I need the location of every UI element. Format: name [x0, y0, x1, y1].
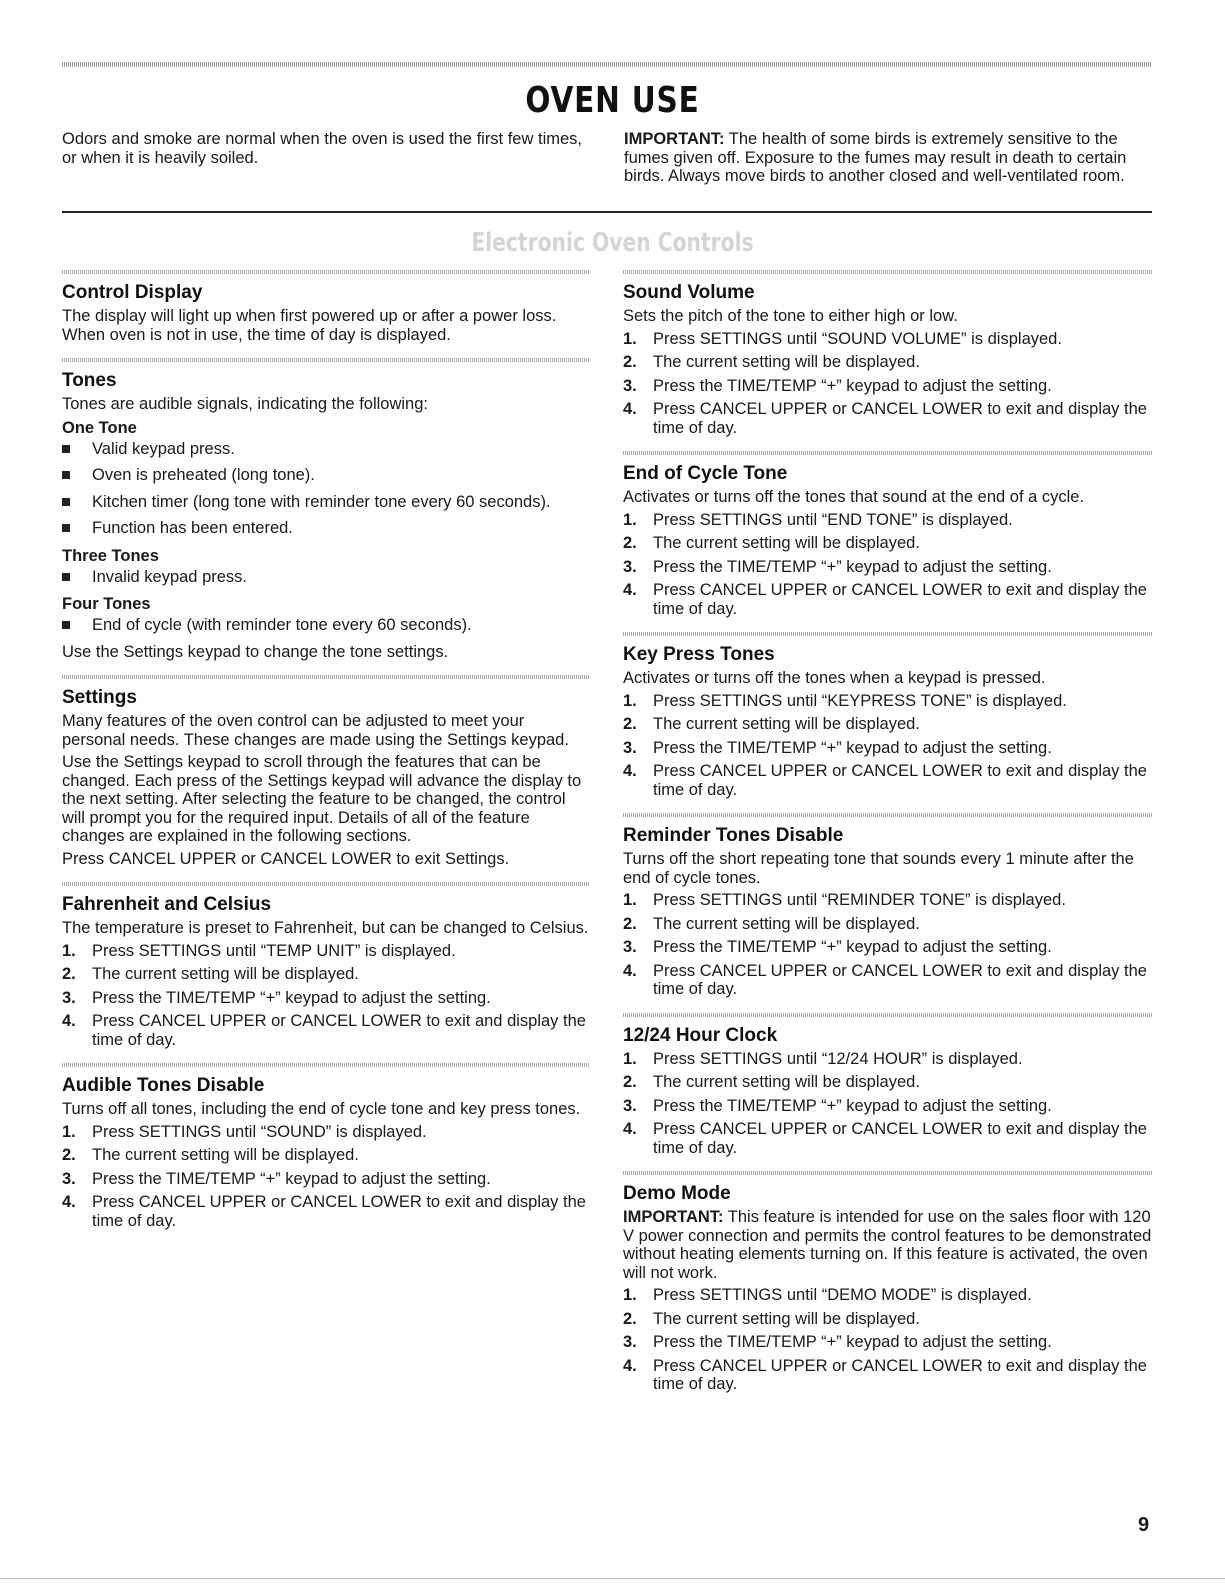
step-item	[623, 558, 1153, 577]
list-item: Oven is preheated (long tone).	[62, 466, 590, 485]
section-text: Press CANCEL UPPER or CANCEL LOWER to exit Settings.	[62, 849, 510, 868]
subheading-one-tone: One Tone	[62, 418, 137, 437]
section-text: Sets the pitch of the tone to either high or low.	[623, 307, 958, 325]
step-number: 2.	[623, 715, 637, 733]
section-title: Electronic Oven Controls	[471, 228, 754, 258]
step-number: 4.	[623, 1120, 637, 1138]
section-rule	[62, 882, 590, 886]
step-item	[623, 1050, 1153, 1069]
top-dotted-rule	[62, 62, 1152, 67]
step-item	[623, 353, 1153, 372]
step-number: 1.	[623, 329, 637, 348]
step-text: The current setting will be displayed.	[653, 1309, 920, 1328]
section-heading: Tones	[62, 370, 117, 391]
step-item	[62, 1123, 590, 1142]
sound-volume-section	[623, 270, 1153, 437]
section-rule	[62, 675, 590, 679]
step-item	[62, 1012, 590, 1049]
step-text: Press SETTINGS until “SOUND” is displayed.	[92, 1122, 427, 1141]
step-number: 4.	[62, 1193, 76, 1211]
step-text: Press SETTINGS until “REMINDER TONE” is displayed.	[653, 891, 1066, 909]
step-item	[623, 891, 1153, 910]
important-text: This feature is intended for use on the sales floor with 120 V power connection and permits the control features to be demonstrated without heating elements turning on. If this feature is activated, the oven will not work.	[623, 1208, 1152, 1282]
list-item: Function has been entered.	[62, 519, 590, 538]
step-item	[623, 1310, 1153, 1329]
section-heading: Fahrenheit and Celsius	[62, 894, 272, 915]
section-text: Use the Settings keypad to scroll through the features that can be changed. Each press of the Settings keypad will advance the display to the next setting. After selecting the feature to be changed, the control will prompt you for the required input. Details of all of the feature changes are explained in the following sections.	[62, 753, 582, 845]
step-item	[623, 1073, 1153, 1092]
step-number: 1.	[623, 510, 637, 529]
step-item	[623, 581, 1153, 618]
step-item	[623, 1357, 1153, 1394]
step-text: The current setting will be displayed.	[653, 715, 920, 733]
step-item	[62, 942, 590, 961]
step-text: The current setting will be displayed.	[653, 534, 920, 552]
step-number: 3.	[623, 1096, 637, 1115]
intro-odors-text: Odors and smoke are normal when the oven is used the first few times, or when it is heavily soiled.	[62, 130, 582, 167]
step-text: Press CANCEL UPPER or CANCEL LOWER to exit and display the time of day.	[653, 1120, 1147, 1157]
step-number: 1.	[623, 1286, 637, 1304]
step-number: 3.	[62, 988, 76, 1007]
subheading-three-tones: Three Tones	[62, 546, 159, 565]
section-divider	[62, 211, 1152, 213]
section-text: Tones are audible signals, indicating the following:	[62, 395, 428, 413]
list-item: Invalid keypad press.	[62, 568, 590, 587]
steps-list	[623, 891, 1153, 999]
steps-list	[623, 511, 1153, 619]
step-text: Press the TIME/TEMP “+” keypad to adjust the setting.	[653, 1333, 1052, 1351]
step-item	[623, 534, 1153, 553]
step-item	[62, 989, 590, 1008]
step-item	[62, 1193, 590, 1230]
step-text: The current setting will be displayed.	[653, 353, 920, 371]
step-item	[623, 962, 1153, 999]
step-number: 1.	[623, 891, 637, 909]
list-item: Valid keypad press.	[62, 440, 590, 459]
step-text: Press the TIME/TEMP “+” keypad to adjust the setting.	[653, 1096, 1052, 1115]
tones-section	[62, 358, 590, 661]
step-number: 3.	[623, 1333, 637, 1351]
fahrenheit-celsius-section	[62, 882, 590, 1049]
section-heading: Audible Tones Disable	[62, 1075, 265, 1096]
intro-important-note	[624, 130, 1144, 186]
section-text: Activates or turns off the tones that sound at the end of a cycle.	[623, 488, 1085, 506]
step-item	[623, 715, 1153, 734]
step-number: 4.	[623, 961, 637, 980]
step-text: Press SETTINGS until “12/24 HOUR” is displayed.	[653, 1049, 1023, 1068]
step-text: Press CANCEL UPPER or CANCEL LOWER to exit and display the time of day.	[653, 1356, 1147, 1393]
page-title: OVEN USE	[525, 80, 700, 121]
four-tones-list	[62, 616, 590, 635]
step-text: The current setting will be displayed.	[92, 1146, 359, 1164]
right-column	[623, 270, 1153, 1408]
step-number: 4.	[62, 1012, 76, 1030]
step-number: 2.	[623, 353, 637, 371]
step-text: Press the TIME/TEMP “+” keypad to adjust the setting.	[653, 938, 1052, 956]
step-text: Press SETTINGS until “TEMP UNIT” is displayed.	[92, 941, 456, 960]
section-rule	[623, 813, 1153, 817]
step-number: 4.	[623, 400, 637, 418]
section-rule	[623, 1013, 1153, 1017]
list-item: End of cycle (with reminder tone every 60 seconds).	[62, 616, 590, 635]
step-number: 3.	[623, 938, 637, 956]
step-item	[623, 1097, 1153, 1116]
step-item	[623, 739, 1153, 758]
step-item	[623, 1333, 1153, 1352]
step-item	[623, 400, 1153, 437]
hour-clock-section	[623, 1013, 1153, 1158]
steps-list	[623, 692, 1153, 800]
step-number: 2.	[623, 914, 637, 933]
end-of-cycle-tone-section	[623, 451, 1153, 618]
reminder-tones-disable-section	[623, 813, 1153, 999]
section-heading: Control Display	[62, 282, 203, 303]
step-item	[623, 1286, 1153, 1305]
step-text: Press the TIME/TEMP “+” keypad to adjust the setting.	[92, 988, 491, 1007]
step-item	[62, 1170, 590, 1189]
settings-section	[62, 675, 590, 868]
section-text: The display will light up when first powered up or after a power loss. When oven is not in use, the time of day is displayed.	[62, 307, 557, 344]
step-number: 4.	[623, 762, 637, 780]
step-number: 1.	[62, 1122, 76, 1141]
step-text: Press CANCEL UPPER or CANCEL LOWER to exit and display the time of day.	[653, 581, 1147, 618]
important-text: The health of some birds is extremely sensitive to the fumes given off. Exposure to the fumes may result in death to certain birds. Always move birds to another closed and well-ventilated room.	[624, 130, 1127, 185]
page-number: 9	[1138, 1514, 1150, 1536]
step-text: The current setting will be displayed.	[92, 965, 359, 983]
step-item	[623, 762, 1153, 799]
step-number: 4.	[623, 581, 637, 599]
step-item	[62, 1146, 590, 1165]
step-text: Press the TIME/TEMP “+” keypad to adjust the setting.	[653, 738, 1052, 757]
step-text: Press CANCEL UPPER or CANCEL LOWER to exit and display the time of day.	[92, 1193, 586, 1230]
step-number: 3.	[623, 557, 637, 576]
step-number: 1.	[623, 1049, 637, 1068]
step-number: 2.	[623, 1073, 637, 1091]
subheading-four-tones: Four Tones	[62, 595, 151, 613]
list-item: Kitchen timer (long tone with reminder tone every 60 seconds).	[62, 493, 590, 512]
one-tone-list	[62, 440, 590, 538]
steps-list	[623, 330, 1153, 438]
step-number: 3.	[62, 1169, 76, 1188]
step-text: The current setting will be displayed.	[653, 914, 920, 933]
section-heading: Demo Mode	[623, 1183, 731, 1204]
steps-list	[62, 942, 590, 1050]
section-heading: Key Press Tones	[623, 644, 775, 665]
steps-list	[623, 1286, 1153, 1394]
step-number: 4.	[623, 1356, 637, 1375]
step-number: 2.	[62, 1146, 76, 1164]
three-tones-list	[62, 568, 590, 587]
step-text: The current setting will be displayed.	[653, 1073, 920, 1091]
section-text: The temperature is preset to Fahrenheit, but can be changed to Celsius.	[62, 919, 589, 937]
bottom-edge-line	[0, 1578, 1225, 1579]
step-number: 1.	[62, 941, 76, 960]
section-rule	[623, 270, 1153, 274]
demo-mode-section	[623, 1171, 1153, 1394]
section-text: Many features of the oven control can be adjusted to meet your personal needs. These changes are made using the Settings keypad.	[62, 712, 569, 749]
step-text: Press the TIME/TEMP “+” keypad to adjust the setting.	[653, 557, 1052, 576]
section-text: Use the Settings keypad to change the tone settings.	[62, 642, 449, 661]
step-text: Press CANCEL UPPER or CANCEL LOWER to exit and display the time of day.	[653, 400, 1147, 437]
step-number: 2.	[623, 534, 637, 552]
audible-tones-disable-section	[62, 1063, 590, 1230]
section-text: Turns off the short repeating tone that sounds every 1 minute after the end of cycle tones.	[623, 850, 1134, 887]
step-text: Press the TIME/TEMP “+” keypad to adjust the setting.	[653, 376, 1052, 395]
section-rule	[62, 358, 590, 362]
section-rule	[623, 1171, 1153, 1175]
control-display-section	[62, 270, 590, 344]
step-text: Press CANCEL UPPER or CANCEL LOWER to exit and display the time of day.	[92, 1012, 586, 1049]
step-text: Press SETTINGS until “SOUND VOLUME” is displayed.	[653, 329, 1062, 348]
step-item	[62, 965, 590, 984]
step-text: Press CANCEL UPPER or CANCEL LOWER to exit and display the time of day.	[653, 961, 1147, 998]
section-rule	[623, 451, 1153, 455]
step-number: 2.	[623, 1309, 637, 1328]
left-column	[62, 270, 590, 1244]
step-text: Press CANCEL UPPER or CANCEL LOWER to exit and display the time of day.	[653, 762, 1147, 799]
section-rule	[62, 270, 590, 274]
section-text: Turns off all tones, including the end of cycle tone and key press tones.	[62, 1100, 581, 1118]
important-label: IMPORTANT:	[624, 130, 725, 148]
section-rule	[623, 632, 1153, 636]
step-number: 2.	[62, 965, 76, 983]
section-rule	[62, 1063, 590, 1067]
step-item	[623, 915, 1153, 934]
key-press-tones-section	[623, 632, 1153, 799]
section-heading: End of Cycle Tone	[623, 463, 788, 484]
step-item	[623, 377, 1153, 396]
step-number: 3.	[623, 738, 637, 757]
step-item	[623, 938, 1153, 957]
demo-important-note	[623, 1208, 1153, 1282]
step-text: Press the TIME/TEMP “+” keypad to adjust the setting.	[92, 1169, 491, 1188]
step-text: Press SETTINGS until “END TONE” is displayed.	[653, 510, 1013, 529]
step-text: Press SETTINGS until “KEYPRESS TONE” is displayed.	[653, 691, 1067, 710]
important-label: IMPORTANT:	[623, 1208, 724, 1226]
section-heading: Reminder Tones Disable	[623, 825, 844, 846]
section-heading: Settings	[62, 687, 137, 708]
step-item	[623, 1120, 1153, 1157]
step-number: 3.	[623, 376, 637, 395]
steps-list	[62, 1123, 590, 1231]
step-number: 1.	[623, 691, 637, 710]
section-heading: Sound Volume	[623, 282, 755, 303]
step-item	[623, 692, 1153, 711]
section-text: Activates or turns off the tones when a keypad is pressed.	[623, 669, 1046, 687]
step-item	[623, 511, 1153, 530]
steps-list	[623, 1050, 1153, 1158]
step-text: Press SETTINGS until “DEMO MODE” is displayed.	[653, 1286, 1032, 1304]
step-item	[623, 330, 1153, 349]
section-heading: 12/24 Hour Clock	[623, 1024, 778, 1046]
